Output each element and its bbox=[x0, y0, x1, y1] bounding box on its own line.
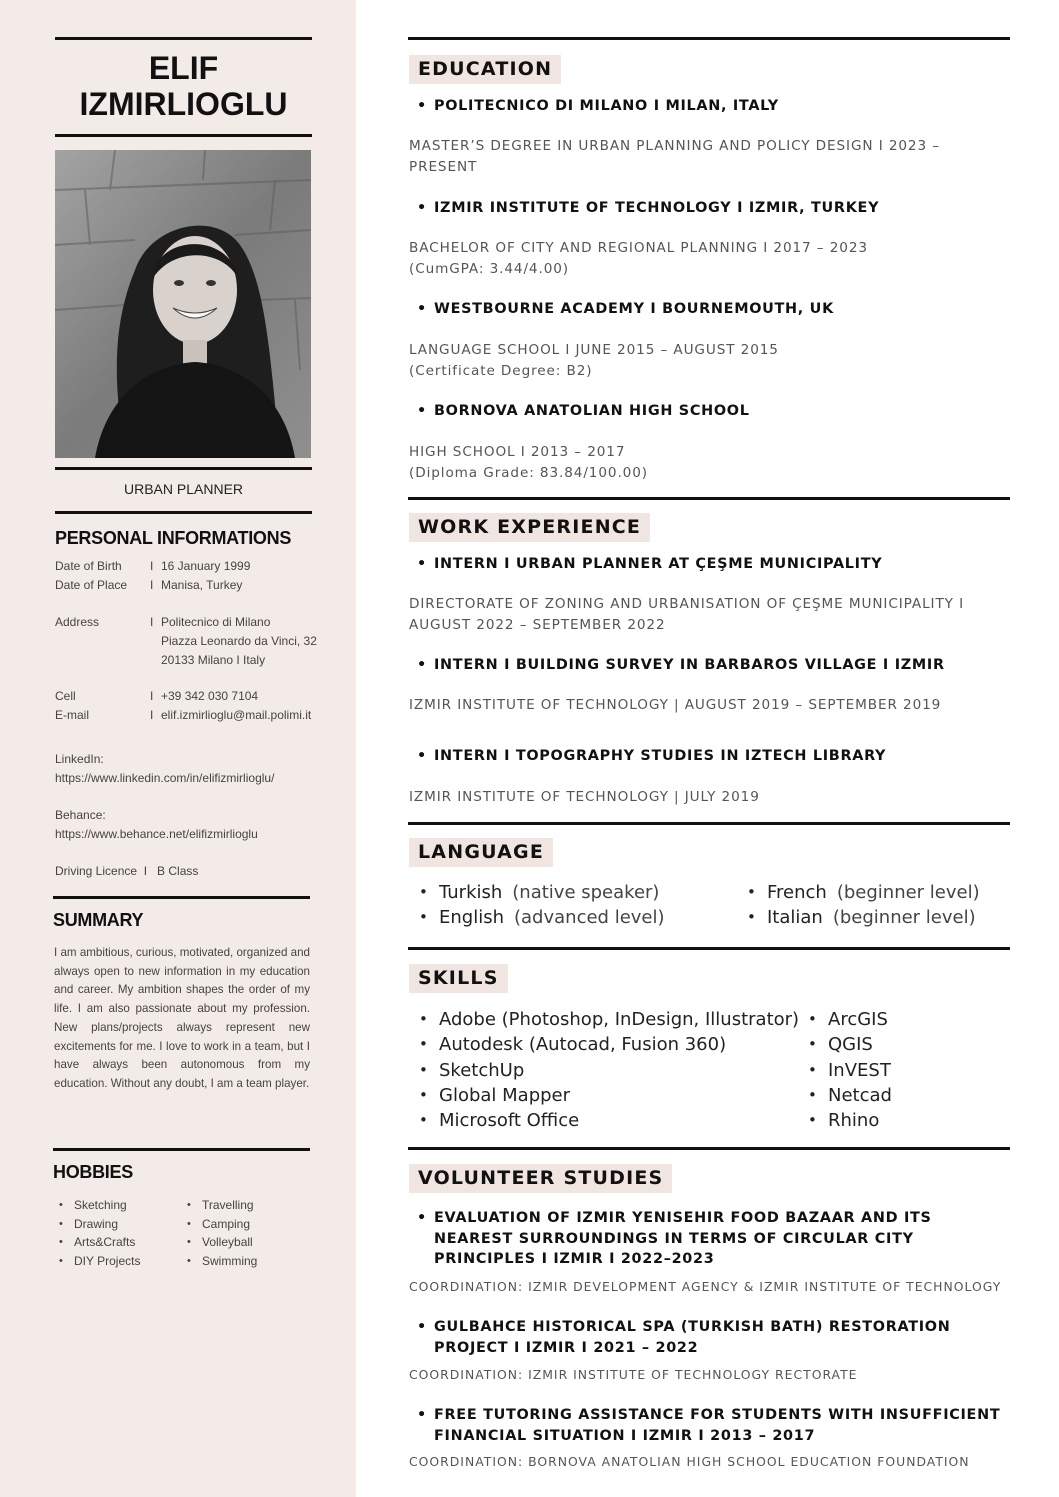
info-value: Politecnico di Milano bbox=[161, 615, 271, 629]
skills-heading: SKILLS bbox=[409, 964, 508, 993]
work-entry-desc: IZMIR INSTITUTE OF TECHNOLOGY | JULY 2019 bbox=[409, 789, 760, 805]
list-item bbox=[417, 880, 665, 905]
education-entry-note: (CumGPA: 3.44/4.00) bbox=[409, 261, 569, 277]
volunteer-entry-title: • GULBAHCE HISTORICAL SPA (TURKISH BATH) RESTORATION PROJECT I IZMIR I 2021 – 2022 bbox=[417, 1317, 977, 1358]
work-heading: WORK EXPERIENCE bbox=[409, 513, 650, 542]
behance-link[interactable]: https://www.behance.net/elifizmirlioglu bbox=[55, 827, 258, 841]
language-list-1 bbox=[417, 880, 665, 931]
list-item: • Camping bbox=[183, 1215, 257, 1234]
skills-list-2 bbox=[806, 1007, 892, 1133]
list-item: • Arts&Crafts bbox=[55, 1233, 140, 1252]
info-separator: I bbox=[150, 689, 154, 703]
list-item bbox=[417, 905, 665, 930]
summary-text: I am ambitious, curious, motivated, organized and always open to new information in my education and career. My ambition shapes the order of my life. I am also passionate about my profession. New plans/projects always represent new excitements for me. I love to work in a team, but I have always been autonomous from my education. Without any doubt, I am a team player. bbox=[54, 946, 310, 1090]
work-entry-title: • INTERN I TOPOGRAPHY STUDIES IN IZTECH LIBRARY bbox=[417, 746, 1017, 767]
linkedin-link[interactable]: https://www.linkedin.com/in/elifizmirlioglu/ bbox=[55, 771, 275, 785]
list-item: • DIY Projects bbox=[55, 1252, 140, 1271]
portrait-illustration bbox=[55, 150, 311, 458]
work-entry-title: • INTERN I BUILDING SURVEY IN BARBAROS VILLAGE I IZMIR bbox=[417, 655, 1017, 676]
volunteer-entry-title: • EVALUATION OF IZMIR YENISEHIR FOOD BAZAAR AND ITS NEAREST SURROUNDINGS IN TERMS OF CIRCULAR CITY PRINCIPLES I IZMIR I 2022–2023 bbox=[417, 1208, 1007, 1270]
list-item: • Drawing bbox=[55, 1215, 140, 1234]
job-title: URBAN PLANNER bbox=[123, 481, 244, 497]
list-item: • Autodesk (Autocad, Fusion 360) bbox=[417, 1032, 799, 1057]
behance-label: Behance: bbox=[55, 808, 106, 822]
divider bbox=[408, 497, 1010, 500]
language-level: (advanced level) bbox=[514, 907, 665, 929]
list-item: • QGIS bbox=[806, 1032, 892, 1057]
education-entry-desc: BACHELOR OF CITY AND REGIONAL PLANNING I 2017 – 2023 bbox=[409, 240, 868, 256]
education-heading: EDUCATION bbox=[409, 55, 561, 84]
info-value: 20133 Milano I Italy bbox=[161, 653, 266, 667]
list-item: • SketchUp bbox=[417, 1058, 799, 1083]
linkedin-label: LinkedIn: bbox=[55, 752, 104, 766]
education-entry-title: • BORNOVA ANATOLIAN HIGH SCHOOL bbox=[417, 401, 1017, 422]
language-level: (beginner level) bbox=[836, 882, 980, 903]
list-item: • Volleyball bbox=[183, 1233, 257, 1252]
info-separator: I bbox=[150, 578, 154, 592]
list-item: • InVEST bbox=[806, 1058, 892, 1083]
education-entry-title: • WESTBOURNE ACADEMY I BOURNEMOUTH, UK bbox=[417, 299, 1017, 320]
language-name: Turkish bbox=[439, 882, 503, 903]
work-entry-desc: DIRECTORATE OF ZONING AND URBANISATION OF ÇEŞME MUNICIPALITY I AUGUST 2022 – SEPTEMBER 2022 bbox=[409, 596, 964, 633]
list-item: • Rhino bbox=[806, 1108, 892, 1133]
sidebar bbox=[0, 0, 356, 1497]
skills-list-1 bbox=[417, 1007, 799, 1133]
divider bbox=[53, 896, 310, 899]
volunteer-entry-desc: COORDINATION: BORNOVA ANATOLIAN HIGH SCHOOL EDUCATION FOUNDATION bbox=[409, 1454, 970, 1469]
divider bbox=[55, 467, 312, 470]
list-item: • Global Mapper bbox=[417, 1083, 799, 1108]
divider bbox=[55, 37, 312, 40]
phone-number[interactable]: +39 342 030 7104 bbox=[161, 689, 259, 703]
info-key: Address bbox=[55, 615, 100, 629]
name-first: ELIF bbox=[148, 50, 219, 86]
list-item: • Microsoft Office bbox=[417, 1108, 799, 1133]
profile-photo bbox=[55, 150, 311, 458]
education-entry-note: (Certificate Degree: B2) bbox=[409, 363, 593, 379]
list-item: • Netcad bbox=[806, 1083, 892, 1108]
summary-heading: SUMMARY bbox=[53, 910, 144, 930]
work-entry-title: • INTERN I URBAN PLANNER AT ÇEŞME MUNICIPALITY bbox=[417, 554, 1017, 575]
volunteer-entry-desc: COORDINATION: IZMIR INSTITUTE OF TECHNOLOGY RECTORATE bbox=[409, 1367, 858, 1382]
divider bbox=[55, 511, 312, 514]
list-item: • Sketching bbox=[55, 1196, 140, 1215]
list-item bbox=[745, 905, 980, 930]
education-entry-note: (Diploma Grade: 83.84/100.00) bbox=[409, 465, 648, 481]
info-value: Piazza Leonardo da Vinci, 32 bbox=[161, 634, 317, 648]
person-name bbox=[55, 50, 312, 122]
language-list-2 bbox=[745, 880, 980, 931]
education-entry-desc: HIGH SCHOOL I 2013 – 2017 bbox=[409, 444, 626, 460]
list-item bbox=[745, 880, 980, 905]
info-key: E-mail bbox=[55, 708, 90, 722]
list-item: • Travelling bbox=[183, 1196, 257, 1215]
info-separator: I bbox=[150, 708, 154, 722]
info-value: Manisa, Turkey bbox=[161, 578, 243, 592]
divider bbox=[408, 947, 1010, 950]
education-entry-title: • POLITECNICO DI MILANO I MILAN, ITALY bbox=[417, 96, 1017, 117]
divider bbox=[53, 1148, 310, 1151]
email-link[interactable]: elif.izmirlioglu@mail.polimi.it bbox=[161, 708, 312, 722]
language-level: (beginner level) bbox=[832, 907, 976, 929]
driving-licence: Driving Licence I B Class bbox=[55, 864, 199, 878]
volunteer-entry-title: • FREE TUTORING ASSISTANCE FOR STUDENTS WITH INSUFFICIENT FINANCIAL SITUATION I IZMIR I 2013 – 2017 bbox=[417, 1405, 1007, 1446]
language-name: French bbox=[767, 882, 827, 903]
education-entry-desc: LANGUAGE SCHOOL I JUNE 2015 – AUGUST 2015 bbox=[409, 342, 779, 358]
divider bbox=[408, 37, 1010, 40]
list-item: • Adobe (Photoshop, InDesign, Illustrator) bbox=[417, 1007, 799, 1032]
info-key: Date of Birth bbox=[55, 559, 122, 573]
language-heading: LANGUAGE bbox=[409, 838, 553, 867]
language-name: Italian bbox=[767, 907, 823, 929]
hobbies-list-2 bbox=[183, 1196, 257, 1271]
work-entry-desc: IZMIR INSTITUTE OF TECHNOLOGY | AUGUST 2019 – SEPTEMBER 2019 bbox=[409, 697, 942, 713]
info-key: Date of Place bbox=[55, 578, 128, 592]
language-level: (native speaker) bbox=[512, 882, 660, 903]
hobbies-list-1 bbox=[55, 1196, 140, 1271]
education-entry-title: • IZMIR INSTITUTE OF TECHNOLOGY I IZMIR, TURKEY bbox=[417, 198, 1017, 219]
hobbies-heading: HOBBIES bbox=[53, 1162, 133, 1182]
info-separator: I bbox=[150, 615, 154, 629]
list-item: • Swimming bbox=[183, 1252, 257, 1271]
volunteer-entry-desc: COORDINATION: IZMIR DEVELOPMENT AGENCY & IZMIR INSTITUTE OF TECHNOLOGY bbox=[409, 1279, 1002, 1294]
info-key: Cell bbox=[55, 689, 76, 703]
divider bbox=[408, 822, 1010, 825]
divider bbox=[55, 134, 312, 137]
personal-heading: PERSONAL INFORMATIONS bbox=[55, 528, 292, 548]
volunteer-heading: VOLUNTEER STUDIES bbox=[409, 1164, 672, 1193]
divider bbox=[408, 1147, 1010, 1150]
info-separator: I bbox=[150, 559, 154, 573]
name-last: IZMIRLIOGLU bbox=[79, 86, 288, 122]
info-value: 16 January 1999 bbox=[161, 559, 251, 573]
list-item: • ArcGIS bbox=[806, 1007, 892, 1032]
language-name: English bbox=[439, 907, 504, 929]
education-entry-desc: MASTER’S DEGREE IN URBAN PLANNING AND POLICY DESIGN I 2023 – PRESENT bbox=[409, 138, 940, 175]
